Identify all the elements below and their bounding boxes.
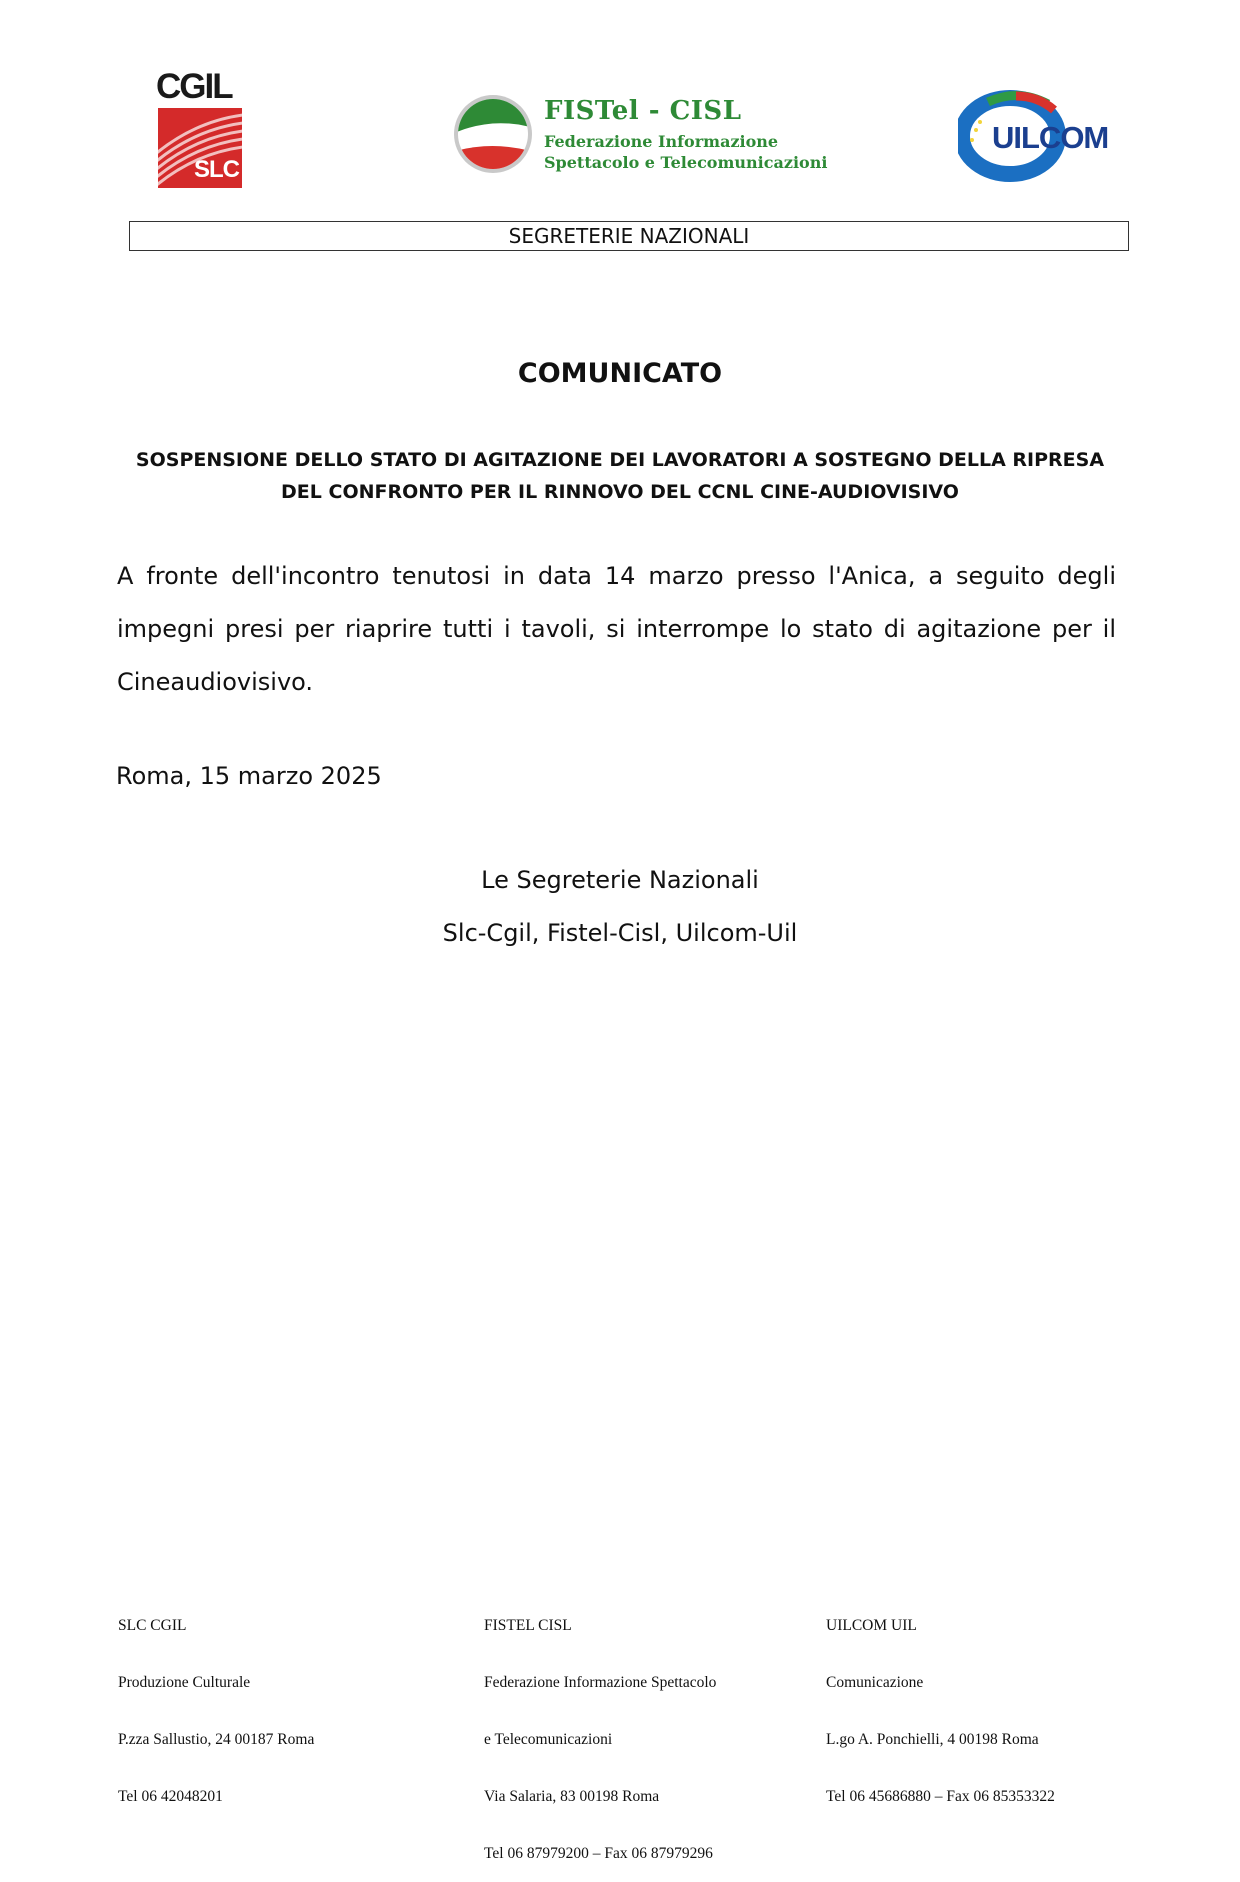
fistel-logo-title: FISTel - CISL xyxy=(544,96,742,126)
footer-uilcom-uil xyxy=(826,1578,1055,1825)
footer-line: Federazione Informazione Spettacolo xyxy=(484,1674,717,1691)
slc-logo-box xyxy=(158,108,242,188)
document-title: COMUNICATO xyxy=(517,358,723,389)
footer-line: Via Salaria, 83 00198 Roma xyxy=(484,1788,660,1805)
place-date: Roma, 15 marzo 2025 xyxy=(116,762,382,790)
footer-line: Tel 06 87979200 – Fax 06 87979296 xyxy=(484,1845,713,1862)
footer-fistel-cisl xyxy=(484,1578,716,1882)
footer-line: Tel 06 45686880 – Fax 06 85353322 xyxy=(826,1788,1055,1805)
uilcom-logo xyxy=(958,90,1116,182)
cgil-slc-logo xyxy=(156,67,244,188)
footer-line: P.zza Sallustio, 24 00187 Roma xyxy=(118,1731,315,1748)
fistel-cisl-logo xyxy=(452,94,832,174)
slc-logo-text: SLC xyxy=(194,156,239,183)
body-paragraph: A fronte dell'incontro tenutosi in data 14 marzo presso l'Anica, a seguito degli impegni presi per riaprire tutti i tavoli, si interrompe lo stato di agitazione per il Cineaudiovisivo. xyxy=(117,562,1116,696)
signature-line-2: Slc-Cgil, Fistel-Cisl, Uilcom-Uil xyxy=(442,919,798,947)
footer-line: Tel 06 42048201 xyxy=(118,1788,223,1805)
footer-line: L.go A. Ponchielli, 4 00198 Roma xyxy=(826,1731,1039,1748)
footer-line: UILCOM UIL xyxy=(826,1617,917,1634)
segreterie-header-box: SEGRETERIE NAZIONALI xyxy=(129,221,1129,251)
uilcom-logo-text: UILCOM xyxy=(992,120,1109,155)
cgil-logo-text: CGIL xyxy=(156,67,232,106)
footer-line: e Telecomunicazioni xyxy=(484,1731,613,1748)
footer-line: FISTEL CISL xyxy=(484,1617,572,1634)
footer-line: Comunicazione xyxy=(826,1674,924,1691)
footer-slc-cgil xyxy=(118,1578,314,1825)
footer-line: SLC CGIL xyxy=(118,1617,187,1634)
footer-line: Produzione Culturale xyxy=(118,1674,251,1691)
document-subtitle: SOSPENSIONE DELLO STATO DI AGITAZIONE DEI LAVORATORI A SOSTEGNO DELLA RIPRESA DEL CONFRONTO PER IL RINNOVO DEL CCNL CINE-AUDIOVISIVO xyxy=(135,449,1105,503)
fistel-logo-line2: Spettacolo e Telecomunicazioni xyxy=(544,153,828,172)
signature-line-1: Le Segreterie Nazionali xyxy=(481,866,759,894)
fistel-logo-line1: Federazione Informazione xyxy=(544,132,779,151)
fistel-flag-circle-icon xyxy=(452,94,534,174)
